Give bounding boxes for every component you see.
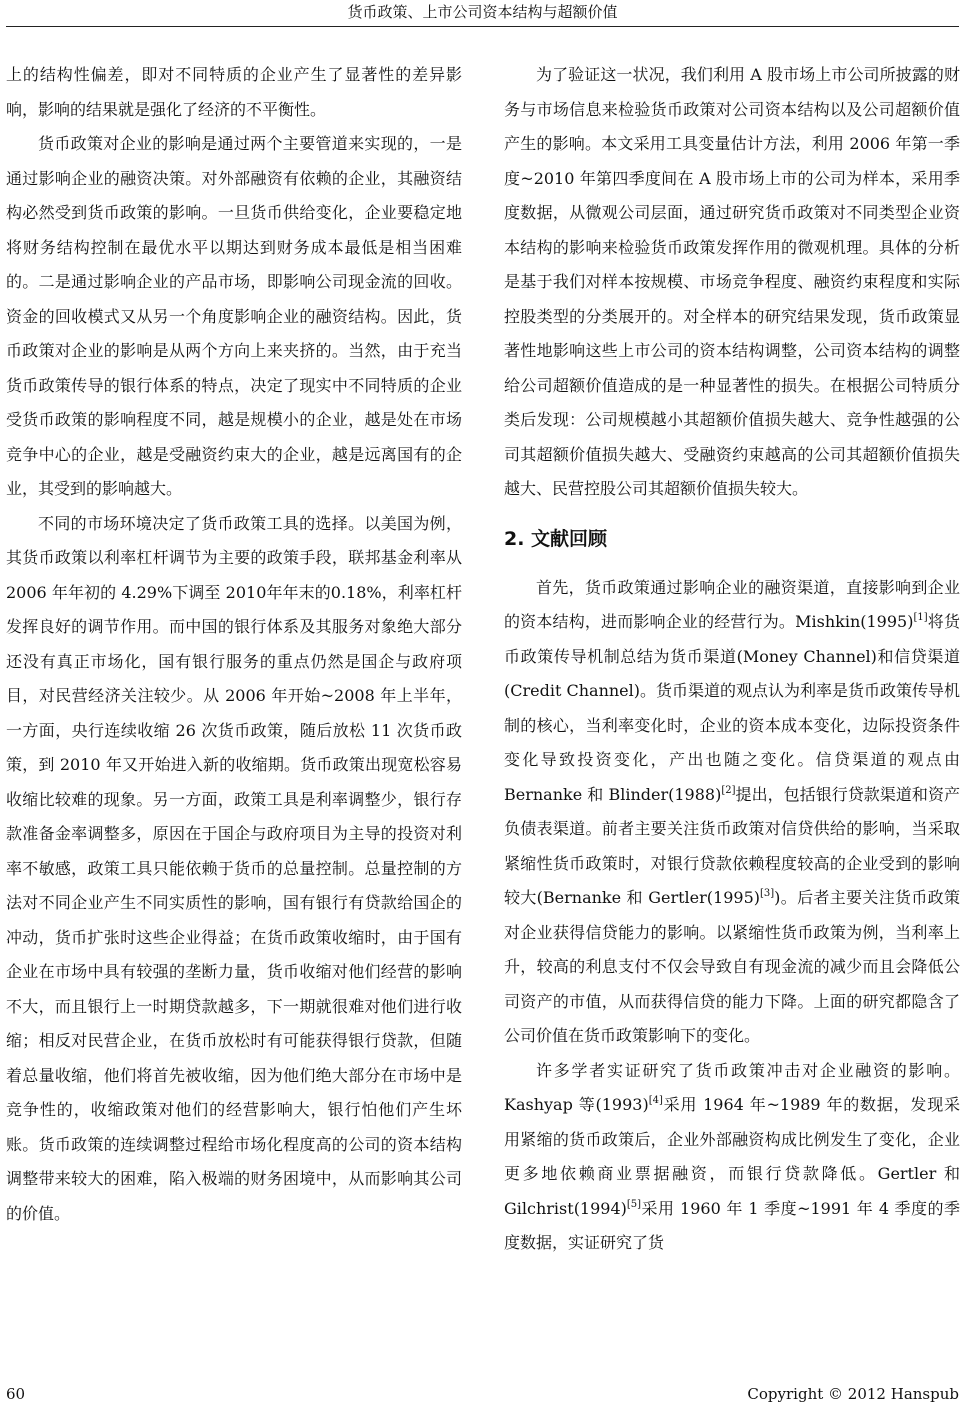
right-paragraph-3 [504, 1054, 960, 1261]
left-paragraph-2: 货币政策对企业的影响是通过两个主要管道来实现的，一是通过影响企业的融资决策。对外部融资有依赖的企业，其融资结构必然受到货币政策的影响。一旦货币供给变化，企业要稳定地将财务结构控制在最优水平以期达到财务成本最低是相当困难的。二是通过影响企业的产品市场，即影响公司现金流的回收。资金的回收模式又从另一个角度影响企业的融资结构。因此，货币政策对企业的影响是从两个方向上来夹挤的。当然，由于充当货币政策传导的银行体系的特点，决定了现实中不同特质的企业受货币政策的影响程度不同，越是规模小的企业，越是处在市场竞争中心的企业，越是受融资约束大的企业，越是远离国有的企业，其受到的影响越大。 [6, 134, 462, 498]
paragraph-text: 采用 1964 年~1989 年的数据，发现采用紧缩的货币政策后，企业外部融资构成比例发生了变化，企业更多地依赖商业票据融资，而银行贷款降低。Gertler 和 Gilchrist(1994) [504, 1095, 960, 1218]
citation-5[interactable]: [5] [626, 1198, 642, 1210]
citation-4[interactable]: [4] [648, 1095, 663, 1106]
running-header: 货币政策、上市公司资本结构与超额价值 [347, 3, 618, 21]
paragraph-text: 将货币政策传导机制总结为货币渠道(Money Channel)和信贷渠道(Credit Channel)。货币渠道的观点认为利率是货币政策传导机制的核心，当利率变化时，企业的资本成本变化，边际投资条件变化导致投资变化，产出也随之变化。信贷渠道的观点由 Bernanke 和 Blinder(1988) [504, 612, 961, 804]
header-divider [6, 26, 959, 27]
copyright-notice: Copyright © 2012 Hanspub [747, 1385, 959, 1403]
page-number: 60 [6, 1385, 26, 1403]
paragraph-text: 提出，包括银行贷款渠道和资产负债表渠道。前者主要关注货币政策对信贷供给的影响，当采取紧缩性货币政策时，对银行贷款依赖程度较高的企业受到的影响较大(Bernanke 和 Gertler(1995) [504, 784, 960, 907]
left-paragraph-1: 上的结构性偏差，即对不同特质的企业产生了显著性的差异影响，影响的结果就是强化了经济的不平衡性。 [6, 65, 462, 119]
right-paragraph-1: 为了验证这一状况，我们利用 A 股市场上市公司所披露的财务与市场信息来检验货币政策对公司资本结构以及公司超额价值产生的影响。本文采用工具变量估计方法，利用 2006 年第一季度~2010 年第四季度间在 A 股市场上市的公司为样本，采用季度数据，从微观公司层面，通过研究货币政策对不同类型企业资本结构的影响来检验货币政策发挥作用的微观机理。具体的分析是基于我们对样本按规模、市场竞争程度、融资约束程度和实际控股类型的分类展开的。对全样本的研究结果发现，货币政策显著性地影响这些上市公司的资本结构调整，公司资本结构的调整给公司超额价值造成的是一种显著性的损失。在根据公司特质分类后发现：公司规模越小其超额价值损失越大、竞争性越强的公司其超额价值损失越大、受融资约束越高的公司其超额价值损失越大、民营控股公司其超额价值损失较大。 [504, 65, 960, 498]
left-paragraph-3: 不同的市场环境决定了货币政策工具的选择。以美国为例，其货币政策以利率杠杆调节为主要的政策手段，联邦基金利率从 2006 年年初的 4.29%下调至 2010年年末的0.18%，利率杠杆发挥良好的调节作用。而中国的银行体系及其服务对象绝大部分还没有真正市场化，国有银行服务的重点仍然是国企与政府项目，对民营经济关注较少。从 2006 年开始~2008 年上半年，一方面，央行连续收缩 26 次货币政策，随后放松 11 次货币政策，到 2010 年又开始进入新的收缩期。货币政策出现宽松容易收缩比较难的现象。另一方面，政策工具是利率调整少，银行存款准备金率调整多，原因在于国企与政府项目为主导的投资对利率不敏感，政策工具只能依赖于货币的总量控制。总量控制的方法对不同企业产生不同实质性的影响，国有银行有贷款给国企的冲动，货币扩张时这些企业得益；在货币政策收缩时，由于国有企业在市场中具有较强的垄断力量，货币收缩对他们经营的影响不大，而且银行上一时期贷款越多，下一期就很难对他们进行收缩；相反对民营企业，在货币放松时有可能获得银行贷款，但随着总量收缩，他们将首先被收缩，因为他们绝大部分在市场中是竞争性的，收缩政策对他们的经营影响大，银行怕他们产生坏账。货币政策的连续调整过程给市场化程度高的公司的资本结构调整带来较大的困难，陷入极端的财务困境中，从而影响其公司的价值。 [6, 513, 462, 1223]
paragraph-text: 许多学者实证研究了货币政策冲击对企业融资的影响。Kashyap 等(1993) [504, 1060, 960, 1114]
paragraph-text: 采用 1960 年 1 季度~1991 年 4 季度的季度数据，实证研究了货 [504, 1198, 960, 1252]
paragraph-text: Mishkin(1995) [795, 612, 914, 631]
citation-1[interactable]: [1] [913, 612, 928, 623]
left-column [6, 58, 462, 1231]
citation-3[interactable]: [3] [760, 888, 775, 899]
citation-2[interactable]: [2] [721, 784, 736, 796]
right-paragraph-2 [504, 571, 960, 1054]
paragraph-text: 首先，货币政策通过影响企业的融资渠道，直接影响到企业的资本结构，进而影响企业的经营行为。 [504, 577, 960, 631]
right-column [504, 58, 960, 1261]
section-heading: 2. 文献回顾 [504, 527, 608, 550]
paragraph-text: )。后者主要关注货币政策对企业获得信贷能力的影响。以紧缩性货币政策为例，当利率上升，较高的利息支付不仅会导致自有现金流的减少而且会降低公司资产的市值，从而获得信贷的能力下降。上面的研究都隐含了公司价值在货币政策影响下的变化。 [504, 888, 960, 1045]
